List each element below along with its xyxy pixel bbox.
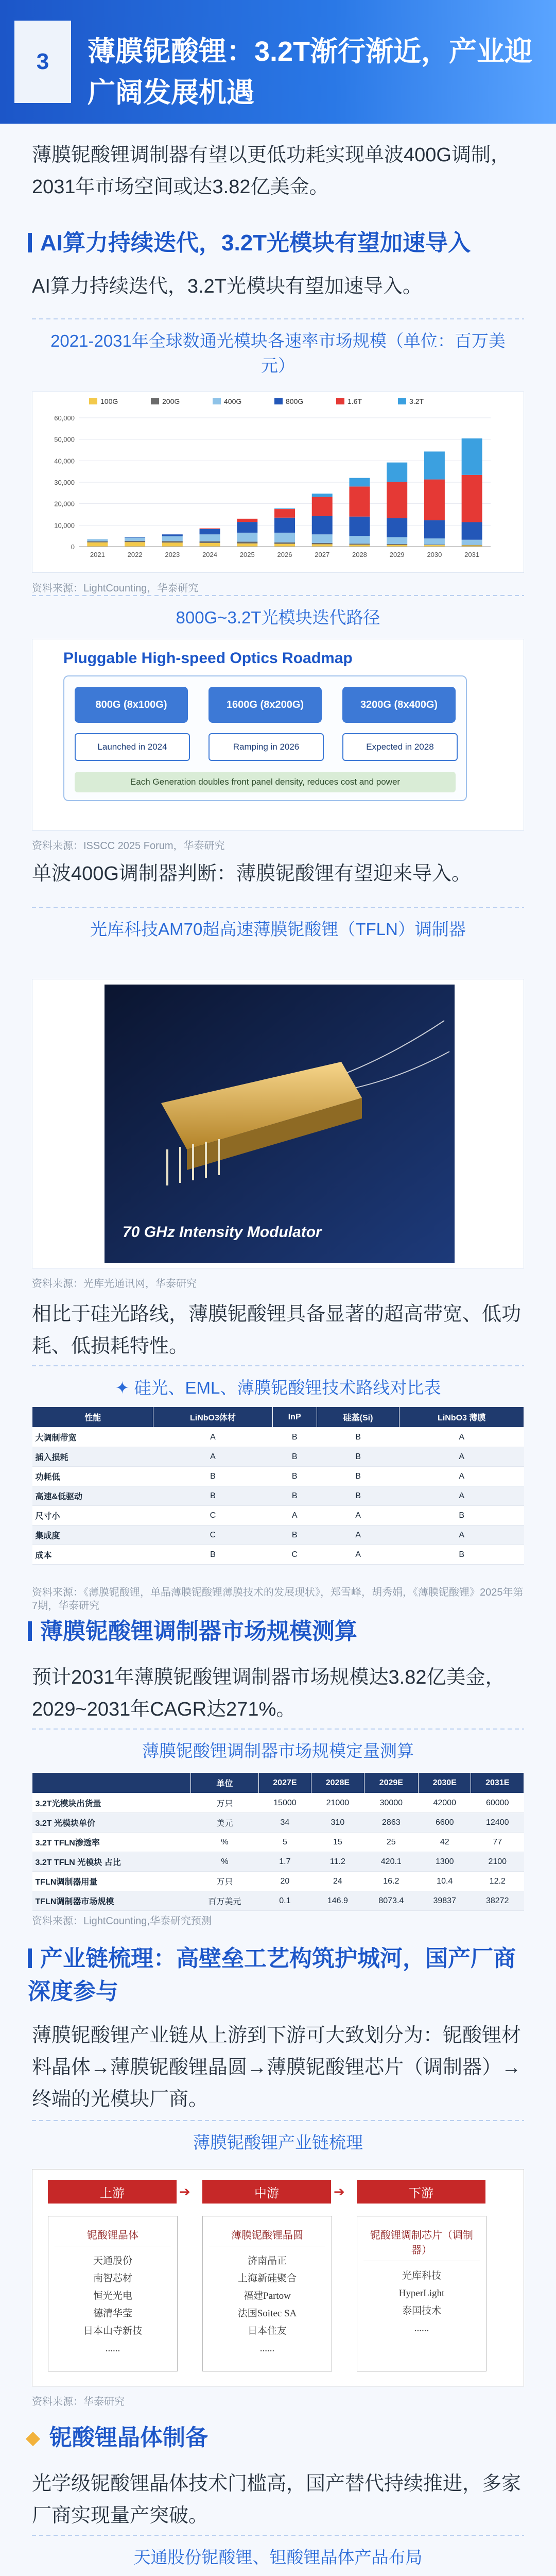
table-cell: %	[191, 1852, 258, 1872]
table-cell: B	[317, 1428, 399, 1447]
bar-segment	[200, 541, 220, 543]
table-cell: 39837	[419, 1891, 471, 1911]
table-cell: 12400	[471, 1813, 524, 1833]
bar-segment	[462, 545, 482, 546]
bar-segment	[312, 534, 333, 543]
figure-source-2: 资料来源：ISSCC 2025 Forum，华泰研究	[32, 840, 225, 852]
legend-label: 3.2T	[409, 397, 424, 405]
chain-company: 日本住友	[247, 2326, 287, 2336]
modulator-label: 70 GHz Intensity Modulator	[123, 1224, 322, 1241]
x-tick-label: 2025	[239, 551, 255, 558]
table-cell: B	[153, 1545, 272, 1565]
chain-company: 泰国技术	[402, 2306, 441, 2316]
bar-segment	[87, 543, 108, 547]
chain-company: ......	[414, 2323, 429, 2334]
legend-label: 800G	[286, 397, 304, 405]
chain-company: HyperLight	[398, 2288, 445, 2299]
table-cell: 16.2	[364, 1872, 418, 1891]
bar-segment	[200, 543, 220, 547]
table-cell: 0.1	[258, 1891, 311, 1911]
table-header: 单位	[191, 1773, 258, 1793]
bar-segment	[312, 497, 333, 516]
x-tick-label: 2031	[464, 551, 480, 558]
divider	[32, 907, 524, 908]
roadmap-stage-status: Ramping in 2026	[208, 733, 324, 761]
table-row	[32, 1833, 524, 1852]
bar-segment	[274, 543, 295, 544]
bar-segment	[424, 480, 445, 520]
market-table-card	[32, 1772, 524, 1906]
table-header: LiNbO3 薄膜	[399, 1407, 524, 1428]
section-title-2: 薄膜铌酸锂调制器市场规模测算	[28, 1615, 528, 1648]
x-tick-label: 2029	[389, 551, 405, 558]
table-cell: 8073.4	[364, 1891, 418, 1911]
table-cell: 6600	[419, 1813, 471, 1833]
legend-swatch	[398, 398, 406, 404]
table-cell: 42000	[419, 1793, 471, 1813]
roadmap-stage-rate: 1600G (8x200G)	[208, 687, 322, 723]
table-header: 2027E	[258, 1773, 311, 1793]
table-cell: B	[153, 1467, 272, 1486]
legend-swatch	[336, 398, 344, 404]
table-cell: 2100	[471, 1852, 524, 1872]
table-cell: A	[272, 1506, 317, 1526]
figure-caption-3: 光库科技AM70超高速薄膜铌酸锂（TFLN）调制器	[90, 920, 466, 939]
table-cell: 2863	[364, 1813, 418, 1833]
chapter-number: 3	[14, 21, 71, 103]
table-header: 2029E	[364, 1773, 418, 1793]
table-cell: A	[153, 1428, 272, 1447]
bar-segment	[462, 522, 482, 540]
chain-stage-box	[202, 2216, 332, 2371]
table-header: InP	[272, 1407, 317, 1428]
bar-segment	[424, 520, 445, 538]
chain-company: ......	[259, 2343, 275, 2354]
bar-segment	[349, 478, 370, 487]
table-cell: B	[399, 1506, 524, 1526]
roadmap-stage-status: Expected in 2028	[342, 733, 458, 761]
section-bar-icon	[28, 1948, 32, 1968]
table-cell: B	[153, 1486, 272, 1506]
table-row	[32, 1526, 524, 1545]
chain-company: 天通股份	[93, 2256, 132, 2266]
table-cell: 5	[258, 1833, 311, 1852]
table-cell: 30000	[364, 1793, 418, 1813]
arrow-right-icon: ➔	[179, 2184, 190, 2199]
bar-segment	[349, 544, 370, 545]
bar-segment	[424, 538, 445, 545]
y-tick-label: 30,000	[54, 479, 75, 486]
table-cell: B	[272, 1526, 317, 1545]
table-cell: B	[317, 1467, 399, 1486]
x-tick-label: 2022	[127, 551, 143, 558]
paragraph-2: 单波400G调制器判断：薄膜铌酸锂有望迎来导入。	[32, 863, 471, 885]
chain-company: 上海新硅聚合	[237, 2273, 297, 2284]
table-cell: 15	[311, 1833, 364, 1852]
table-cell: 1300	[419, 1852, 471, 1872]
bar-segment	[312, 516, 333, 534]
table-cell: C	[153, 1526, 272, 1545]
table-header: 2028E	[311, 1773, 364, 1793]
table-cell: %	[191, 1833, 258, 1852]
bar-segment	[87, 539, 108, 541]
table-cell: B	[399, 1545, 524, 1565]
comparison-table	[32, 1406, 524, 1565]
table-cell: B	[317, 1447, 399, 1467]
bar-segment	[387, 544, 407, 545]
table-cell: A	[399, 1486, 524, 1506]
table-cell: 11.2	[311, 1852, 364, 1872]
table-row	[32, 1467, 524, 1486]
bar-segment	[349, 517, 370, 536]
figure-caption-5: 薄膜铌酸锂调制器市场规模定量测算	[142, 1741, 414, 1760]
table-cell: 12.2	[471, 1872, 524, 1891]
table-header: LiNbO3体材	[153, 1407, 272, 1428]
chain-stage-header: 中游	[202, 2180, 331, 2204]
table-cell: B	[272, 1486, 317, 1506]
table-header-row	[32, 1773, 524, 1793]
table-header-row	[32, 1407, 524, 1428]
bar-segment	[387, 518, 407, 537]
table-cell: 万只	[191, 1793, 258, 1813]
table-cell: B	[272, 1467, 317, 1486]
bar-segment	[274, 544, 295, 547]
bar-segment	[162, 541, 183, 543]
chain-stage-header: 下游	[357, 2180, 485, 2204]
table-header: 2030E	[419, 1773, 471, 1793]
table-cell: 10.4	[419, 1872, 471, 1891]
bar-segment	[162, 543, 183, 547]
divider	[32, 595, 524, 596]
table-cell: TFLN调制器市场规模	[32, 1891, 191, 1911]
bar-segment	[162, 536, 183, 541]
table-cell: 146.9	[311, 1891, 364, 1911]
bar-segment	[387, 463, 407, 482]
y-tick-label: 40,000	[54, 457, 75, 465]
divider	[32, 1728, 524, 1730]
chain-stage-subtitle: 铌酸锂调制芯片（调制器）	[363, 2223, 480, 2261]
roadmap-card	[32, 639, 524, 831]
bar-segment	[349, 486, 370, 516]
legend-label: 1.6T	[348, 397, 362, 405]
section-bar-icon	[28, 1621, 32, 1641]
table-cell: 25	[364, 1833, 418, 1852]
table-header	[32, 1773, 191, 1793]
bar-segment	[200, 534, 220, 541]
table-cell: 3.2T TFLN 光模块 占比	[32, 1852, 191, 1872]
figure-source-1: 资料来源：LightCounting，华泰研究	[32, 583, 199, 594]
bar-segment	[312, 494, 333, 497]
table-row	[32, 1506, 524, 1526]
y-tick-label: 50,000	[54, 435, 75, 444]
chain-company: 福建Partow	[244, 2291, 291, 2301]
roadmap-note: Each Generation doubles front panel density, reduces cost and power	[75, 772, 456, 792]
section-title-1: AI算力持续迭代，3.2T光模块有望加速导入	[28, 227, 528, 260]
table-row	[32, 1891, 524, 1911]
comparison-table-card	[32, 1406, 524, 1582]
roadmap-stage-status: Launched in 2024	[75, 733, 190, 761]
chain-stage-box	[357, 2216, 486, 2371]
legend-label: 200G	[162, 397, 180, 405]
table-cell: 美元	[191, 1813, 258, 1833]
arrow-right-icon: ➔	[334, 2184, 345, 2199]
bar-segment	[462, 438, 482, 475]
figure-caption-1: 2021-2031年全球数通光模块各速率市场规模（单位：百万美元）	[50, 331, 506, 375]
bar-segment	[125, 542, 145, 547]
table-row	[32, 1793, 524, 1813]
intro-paragraph: 薄膜铌酸锂调制器有望以更低功耗实现单波400G调制，2031年市场空间或达3.82亿美金。	[32, 144, 510, 198]
bar-segment	[237, 541, 257, 543]
bar-segment	[237, 522, 257, 533]
table-cell: B	[317, 1486, 399, 1506]
divider	[32, 2535, 524, 2536]
roadmap-stage-rate: 3200G (8x400G)	[342, 687, 456, 723]
table-row	[32, 1872, 524, 1891]
x-tick-label: 2028	[352, 551, 367, 558]
figure-source-3: 资料来源：光库光通讯网，华泰研究	[32, 1278, 197, 1290]
table-cell: 21000	[311, 1793, 364, 1813]
y-tick-label: 60,000	[54, 414, 75, 422]
chapter-header	[0, 0, 556, 124]
chain-company: 光库科技	[402, 2270, 441, 2281]
divider	[32, 318, 524, 319]
table-cell: 集成度	[32, 1526, 153, 1545]
section-2-text: 预计2031年薄膜铌酸锂调制器市场规模达3.82亿美金，2029~2031年CAGR达271%。	[32, 1667, 505, 1720]
table-cell: TFLN调制器用量	[32, 1872, 191, 1891]
table-cell: 310	[311, 1813, 364, 1833]
table-cell: 功耗低	[32, 1467, 153, 1486]
bar-segment	[274, 533, 295, 543]
table-cell: 42	[419, 1833, 471, 1852]
table-cell: 34	[258, 1813, 311, 1833]
bar-segment	[274, 518, 295, 533]
figure-source-4: 资料来源：《薄膜铌酸锂，单晶薄膜铌酸锂薄膜技术的发展现状》，郑雪峰，胡秀娟，《薄膜铌酸锂》2025年第7期，华泰研究	[32, 1587, 524, 1612]
section-4-text: 光学级铌酸锂晶体技术门槛高，国产替代持续推进，多家厂商实现量产突破。	[32, 2473, 522, 2527]
table-row	[32, 1447, 524, 1467]
table-cell: 38272	[471, 1891, 524, 1911]
table-cell: 万只	[191, 1872, 258, 1891]
figure-caption-2: 800G~3.2T光模块迭代路径	[176, 608, 380, 627]
table-cell: 百万美元	[191, 1891, 258, 1911]
legend-label: 100G	[100, 397, 118, 405]
section-title-4: 铌酸锂晶体制备	[28, 2421, 528, 2454]
table-cell: A	[153, 1447, 272, 1467]
section-title-3: 产业链梳理：高壁垒工艺构筑护城河，国产厂商深度参与	[28, 1946, 516, 2004]
market-chart	[32, 392, 524, 572]
table-cell: C	[153, 1506, 272, 1526]
chain-company: 德清华莹	[93, 2308, 132, 2319]
table-cell: A	[317, 1545, 399, 1565]
x-tick-label: 2024	[202, 551, 218, 558]
table-cell: A	[317, 1526, 399, 1545]
table-header: 性能	[32, 1407, 153, 1428]
x-tick-label: 2021	[90, 551, 105, 558]
table-header: 硅基(Si)	[317, 1407, 399, 1428]
figure-source-6: 资料来源：华泰研究	[32, 2396, 125, 2408]
modulator-illustration	[32, 979, 524, 1268]
table-cell: 77	[471, 1833, 524, 1852]
table-cell: A	[399, 1526, 524, 1545]
chain-company: ......	[105, 2343, 120, 2354]
chain-company: 南智芯材	[93, 2273, 132, 2284]
bar-segment	[87, 541, 108, 543]
bar-segment	[424, 451, 445, 479]
bar-segment	[462, 540, 482, 545]
legend-swatch	[274, 398, 283, 404]
bar-segment	[462, 475, 482, 522]
roadmap-frame	[63, 675, 467, 801]
chain-company: 恒光光电	[93, 2291, 132, 2301]
table-row	[32, 1545, 524, 1565]
table-cell: 成本	[32, 1545, 153, 1565]
legend-label: 400G	[224, 397, 242, 405]
legend-swatch	[89, 398, 97, 404]
table-cell: 420.1	[364, 1852, 418, 1872]
table-cell: 3.2T光模块出货量	[32, 1793, 191, 1813]
table-cell: 1.7	[258, 1852, 311, 1872]
table-row	[32, 1813, 524, 1833]
bar-segment	[312, 544, 333, 547]
table-cell: A	[399, 1467, 524, 1486]
divider	[32, 2120, 524, 2121]
bar-segment	[349, 545, 370, 547]
table-cell: 3.2T 光模块单价	[32, 1813, 191, 1833]
bar-segment	[125, 538, 145, 541]
chain-stage-box	[48, 2216, 178, 2371]
chain-stage-header: 上游	[48, 2180, 177, 2204]
table-cell: A	[399, 1428, 524, 1447]
table-cell: 24	[311, 1872, 364, 1891]
table-cell: 尺寸小	[32, 1506, 153, 1526]
chain-company: 济南晶正	[247, 2256, 287, 2266]
market-table	[32, 1772, 524, 1911]
y-tick-label: 20,000	[54, 500, 75, 508]
divider	[32, 1365, 524, 1366]
section-3-text: 薄膜铌酸锂产业链从上游到下游可大致划分为：铌酸锂材料晶体→薄膜铌酸锂晶圆→薄膜铌酸锂芯片（调制器）→终端的光模块厂商。	[32, 2025, 522, 2110]
bar-segment	[162, 534, 183, 536]
table-header: 2031E	[471, 1773, 524, 1793]
y-tick-label: 10,000	[54, 521, 75, 530]
table-row	[32, 1428, 524, 1447]
chain-stage-subtitle: 薄膜铌酸锂晶圆	[209, 2223, 325, 2246]
bar-segment	[387, 537, 407, 544]
chevron-right-icon: ✦	[115, 1378, 134, 1397]
x-tick-label: 2030	[427, 551, 442, 558]
x-tick-label: 2027	[315, 551, 330, 558]
table-cell: 大调制带宽	[32, 1428, 153, 1447]
section-1-text: AI算力持续迭代，3.2T光模块有望加速导入。	[32, 276, 422, 297]
bar-segment	[125, 541, 145, 543]
figure-caption-7: 天通股份铌酸锂、钽酸锂晶体产品布局	[133, 2548, 423, 2567]
table-cell: A	[317, 1506, 399, 1526]
industry-chain-card	[32, 2169, 524, 2386]
diamond-icon	[26, 2432, 40, 2446]
figure-caption-4: ✦ 硅光、EML、薄膜铌酸锂技术路线对比表	[115, 1378, 441, 1397]
figure-source-5: 资料来源：LightCounting,华泰研究预测	[32, 1916, 212, 1927]
bar-segment	[312, 543, 333, 545]
legend-swatch	[151, 398, 159, 404]
bar-segment	[237, 519, 257, 522]
table-cell: 15000	[258, 1793, 311, 1813]
x-tick-label: 2023	[165, 551, 180, 558]
bar-segment	[125, 537, 145, 538]
bar-segment	[237, 533, 257, 542]
table-cell: B	[272, 1447, 317, 1467]
table-cell: A	[399, 1447, 524, 1467]
chapter-title: 薄膜铌酸锂：3.2T渐行渐近，产业迎广阔发展机遇	[88, 36, 533, 108]
figure-caption-6: 薄膜铌酸锂产业链梳理	[193, 2133, 363, 2152]
table-cell: 插入损耗	[32, 1447, 153, 1467]
section-bar-icon	[28, 233, 32, 252]
x-tick-label: 2026	[277, 551, 292, 558]
table-cell: 高速&低驱动	[32, 1486, 153, 1506]
table-cell: 60000	[471, 1793, 524, 1813]
bar-segment	[387, 482, 407, 518]
chain-company: 日本山寺新技	[83, 2326, 142, 2336]
market-chart-card	[32, 392, 524, 573]
table-row	[32, 1486, 524, 1506]
roadmap-stage-rate: 800G (8x100G)	[75, 687, 188, 723]
bar-segment	[237, 544, 257, 547]
bar-segment	[274, 509, 295, 518]
table-cell: 20	[258, 1872, 311, 1891]
legend-swatch	[213, 398, 221, 404]
table-row	[32, 1852, 524, 1872]
roadmap-title: Pluggable High-speed Optics Roadmap	[63, 650, 353, 667]
table-cell: C	[272, 1545, 317, 1565]
chain-stage-subtitle: 铌酸锂晶体	[55, 2223, 171, 2246]
table-cell: 3.2T TFLN渗透率	[32, 1833, 191, 1852]
bar-segment	[200, 529, 220, 534]
bar-segment	[349, 536, 370, 544]
y-tick-label: 0	[71, 543, 75, 551]
modulator-image-card	[32, 979, 524, 1268]
paragraph-3: 相比于硅光路线，薄膜铌酸锂具备显著的超高带宽、低功耗、低损耗特性。	[32, 1303, 522, 1357]
table-cell: B	[272, 1428, 317, 1447]
chain-company: 法国Soitec SA	[237, 2308, 297, 2319]
